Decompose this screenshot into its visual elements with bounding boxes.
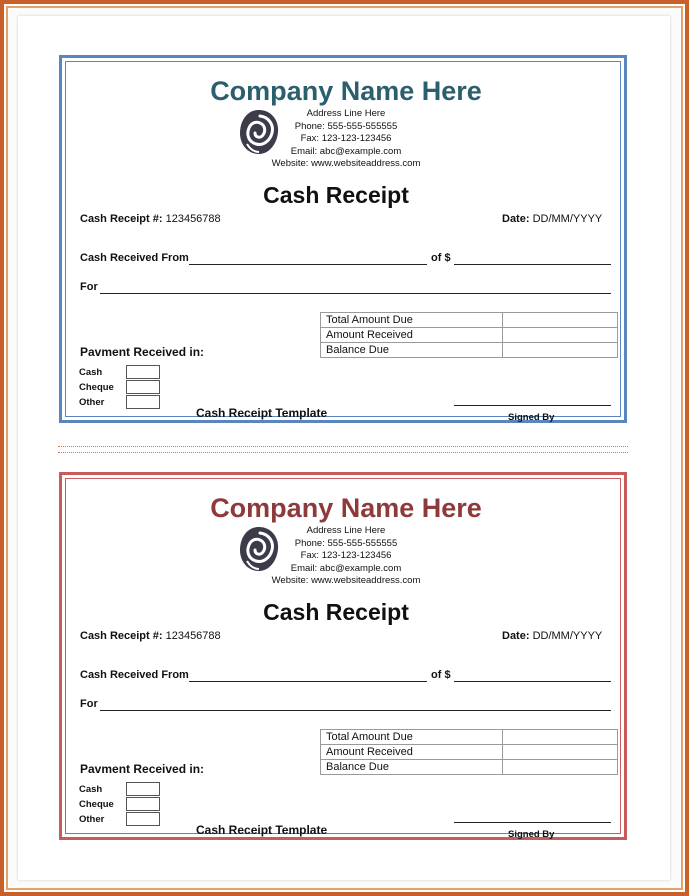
total-amount-due-label: Total Amount Due — [321, 313, 503, 328]
payment-cheque-label: Cheque — [79, 382, 114, 393]
receipt-date — [502, 630, 602, 642]
for-label: For — [80, 281, 98, 293]
receipt-title: Cash Receipt — [263, 182, 409, 208]
amount-field[interactable] — [454, 264, 611, 265]
payment-other-label: Other — [79, 814, 105, 825]
date-label: Date: — [502, 213, 530, 225]
signature-field[interactable] — [454, 405, 611, 406]
table-row — [321, 760, 618, 775]
address-line: Address Line Here — [306, 108, 386, 119]
address-phone: Phone: 555-555-555555 — [294, 120, 398, 132]
payment-cash-label: Cash — [79, 367, 103, 378]
address-block — [266, 525, 426, 588]
amount-received-label: Amount Received — [321, 745, 503, 760]
receipt-number-label: Cash Receipt #: — [80, 213, 163, 225]
date-value: DD/MM/YYYY — [532, 213, 603, 225]
total-amount-due-value[interactable] — [503, 730, 618, 745]
amount-received-value[interactable] — [503, 328, 618, 343]
amount-of-label: of $ — [431, 252, 451, 264]
footer-template-title: Cash Receipt Template — [196, 823, 328, 837]
receipt-number-label: Cash Receipt #: — [80, 630, 163, 642]
address-email: Email: abc@example.com — [290, 145, 402, 157]
received-from-field[interactable] — [189, 681, 427, 682]
signed-by-label: Signed By — [508, 412, 555, 423]
table-row — [321, 328, 618, 343]
receipt-date — [502, 213, 602, 225]
payment-cheque-label: Cheque — [79, 799, 114, 810]
payment-cheque-checkbox[interactable] — [126, 797, 160, 811]
balance-due-label: Balance Due — [321, 343, 503, 358]
date-label: Date: — [502, 630, 530, 642]
payment-received-title: Pavment Received in: — [80, 762, 205, 776]
payment-other-label: Other — [79, 397, 105, 408]
received-from-field[interactable] — [189, 264, 427, 265]
payment-other-checkbox[interactable] — [126, 812, 160, 826]
company-name: Company Name Here — [210, 76, 482, 106]
payment-cash-checkbox[interactable] — [126, 782, 160, 796]
for-field[interactable] — [100, 710, 611, 711]
received-from-label: Cash Received From — [80, 252, 189, 264]
table-row — [321, 313, 618, 328]
receipt-number — [80, 213, 221, 225]
receipt-number-value: 123456788 — [165, 213, 221, 225]
table-row — [321, 745, 618, 760]
amount-table — [320, 729, 618, 775]
payment-cash-label: Cash — [79, 784, 103, 795]
total-amount-due-value[interactable] — [503, 313, 618, 328]
receipt-blue — [59, 55, 627, 423]
receipt-inner-border — [65, 61, 621, 423]
address-fax: Fax: 123-123-123456 — [300, 550, 392, 562]
address-website: Website: www.websiteaddress.com — [271, 575, 421, 587]
table-row — [321, 730, 618, 745]
signature-field[interactable] — [454, 822, 611, 823]
received-from-label: Cash Received From — [80, 669, 189, 681]
total-amount-due-label: Total Amount Due — [321, 730, 503, 745]
table-row — [321, 343, 618, 358]
for-field[interactable] — [100, 293, 611, 294]
amount-received-value[interactable] — [503, 745, 618, 760]
balance-due-label: Balance Due — [321, 760, 503, 775]
receipt-number-value: 123456788 — [165, 630, 221, 642]
receipt-title: Cash Receipt — [263, 599, 409, 625]
payment-cheque-checkbox[interactable] — [126, 380, 160, 394]
address-email: Email: abc@example.com — [290, 562, 402, 574]
balance-due-value[interactable] — [503, 760, 618, 775]
balance-due-value[interactable] — [503, 343, 618, 358]
amount-field[interactable] — [454, 681, 611, 682]
footer-template-title: Cash Receipt Template — [196, 406, 328, 420]
payment-other-checkbox[interactable] — [126, 395, 160, 409]
amount-of-label: of $ — [431, 669, 451, 681]
for-label: For — [80, 698, 98, 710]
amount-table — [320, 312, 618, 358]
address-fax: Fax: 123-123-123456 — [300, 133, 392, 145]
receipt-number — [80, 630, 221, 642]
amount-received-label: Amount Received — [321, 328, 503, 343]
payment-received-title: Pavment Received in: — [80, 345, 205, 359]
address-line: Address Line Here — [306, 525, 386, 536]
cut-line-divider — [58, 446, 628, 453]
company-name: Company Name Here — [210, 493, 482, 523]
receipt-inner-border — [65, 478, 621, 840]
date-value: DD/MM/YYYY — [532, 630, 603, 642]
address-website: Website: www.websiteaddress.com — [271, 158, 421, 170]
address-block — [266, 108, 426, 171]
signed-by-label: Signed By — [508, 829, 555, 840]
address-phone: Phone: 555-555-555555 — [294, 537, 398, 549]
receipt-red — [59, 472, 627, 840]
payment-cash-checkbox[interactable] — [126, 365, 160, 379]
